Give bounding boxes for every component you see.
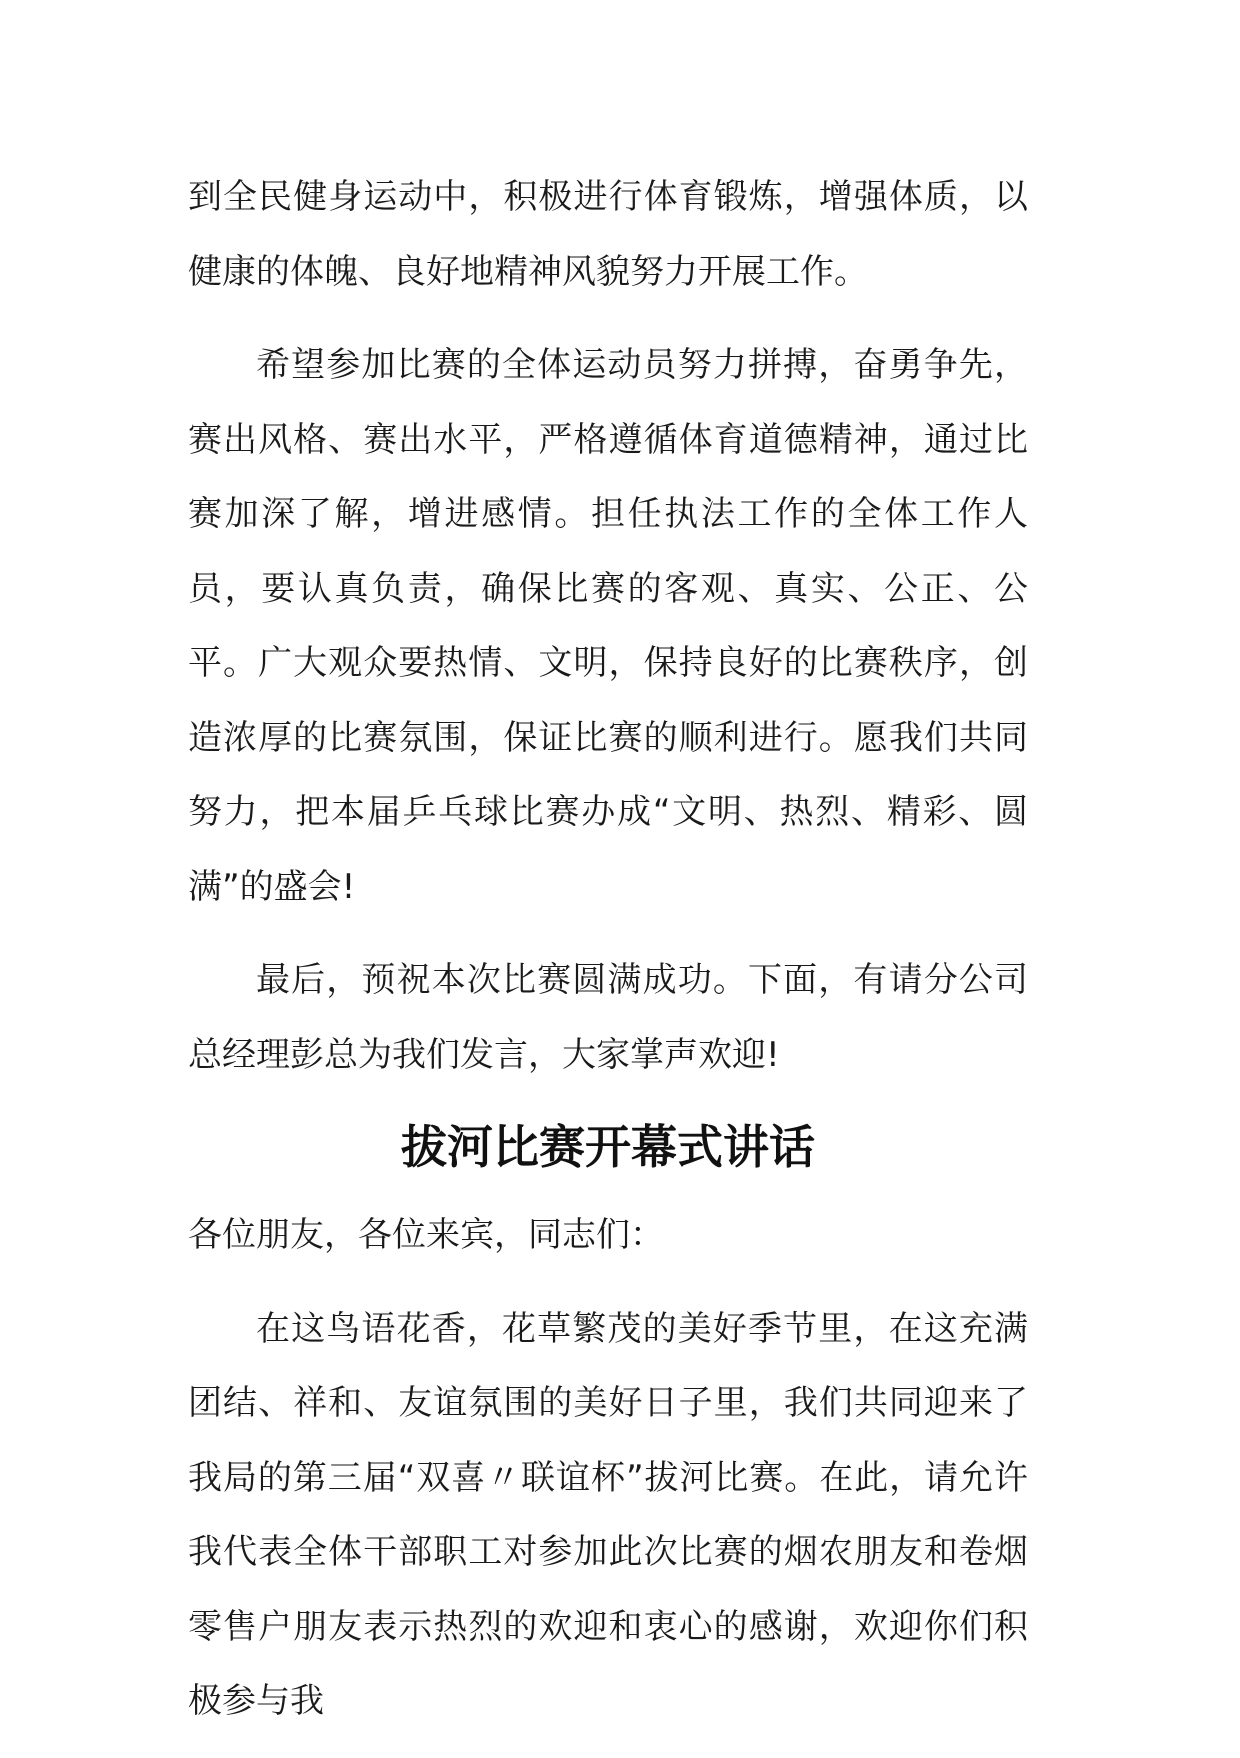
section-title: 拔河比赛开幕式讲话 [401, 1120, 815, 1174]
body-paragraph: 到全民健身运动中，积极进行体育锻炼，增强体质，以健康的体魄、良好地精神风貌努力开展工作。 [188, 177, 1028, 292]
body-paragraph: 在这鸟语花香，花草繁茂的美好季节里，在这充满团结、祥和、友谊氛围的美好日子里，我们共同迎来了我局的第三届“双喜〃联谊杯”拔河比赛。在此，请允许我代表全体干部职工对参加此次比赛的烟农朋友和卷烟零售户朋友表示热烈的欢迎和衷心的感谢，欢迎你们积极参与我 [188, 1308, 1028, 1721]
document-page [188, 160, 1028, 1758]
body-paragraph: 最后，预祝本次比赛圆满成功。下面，有请分公司总经理彭总为我们发言，大家掌声欢迎! [188, 960, 1028, 1075]
salutation: 各位朋友，各位来宾，同志们： [188, 1215, 664, 1255]
body-paragraph: 希望参加比赛的全体运动员努力拼搏，奋勇争先，赛出风格、赛出水平，严格遵循体育道德精神，通过比赛加深了解，增进感情。担任执法工作的全体工作人员，要认真负责，确保比赛的客观、真实、公正、公平。广大观众要热情、文明，保持良好的比赛秩序，创造浓厚的比赛氛围，保证比赛的顺利进行。愿我们共同努力，把本届乒乓球比赛办成“文明、热烈、精彩、圆满”的盛会! [188, 345, 1028, 907]
